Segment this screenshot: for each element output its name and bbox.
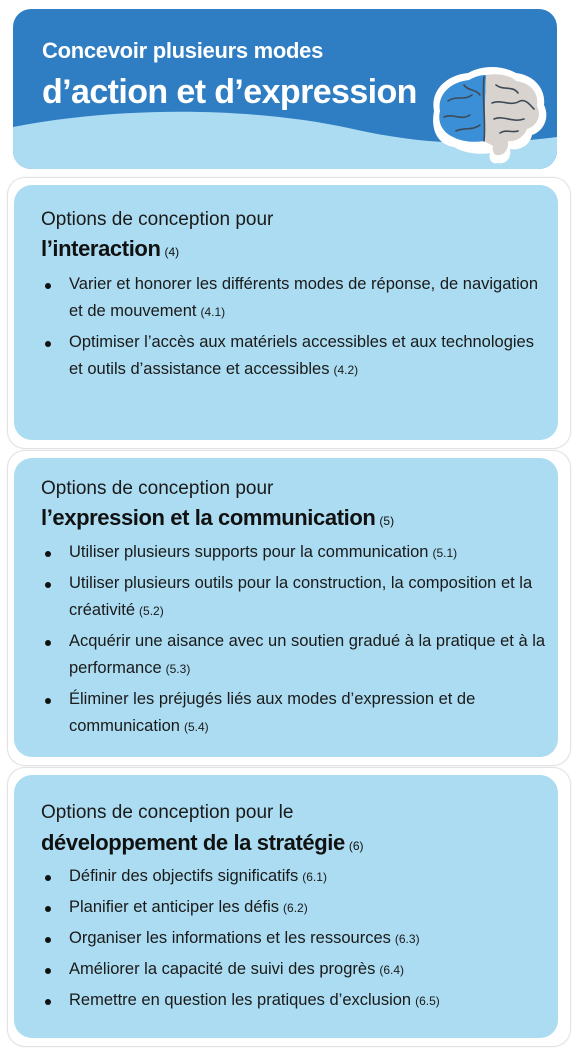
option-list [41, 539, 546, 744]
list-item: Éliminer les préjugés liés aux modes d’expression et de communication (5.4) [41, 686, 546, 741]
list-item: Organiser les informations et les ressources (6.3) [41, 925, 546, 953]
section-panel-expression [7, 450, 571, 766]
section-title: l’interaction (4) [41, 236, 180, 261]
list-item: Planifier et anticiper les défis (6.2) [41, 894, 546, 922]
list-item: Remettre en question les pratiques d’exclusion (6.5) [41, 987, 546, 1015]
section-intro: Options de conception pour [41, 478, 274, 499]
section-panel-interaction [7, 177, 571, 449]
list-item: Utiliser plusieurs outils pour la construction, la composition et la créativité (5.2) [41, 570, 546, 625]
option-list [41, 271, 546, 387]
list-item: Optimiser l’accès aux matériels accessibles et aux technologies et outils d’assistance et accessibles (4.2) [41, 329, 546, 384]
section-intro: Options de conception pour le [41, 802, 294, 823]
header-title-line2: d’action et d’expression [42, 73, 417, 111]
section-intro: Options de conception pour [41, 209, 274, 230]
section-panel-strategy [7, 767, 571, 1047]
section-title: l’expression et la communication (5) [41, 505, 395, 530]
list-item: Utiliser plusieurs supports pour la communication (5.1) [41, 539, 546, 567]
header-banner [13, 9, 557, 169]
list-item: Définir des objectifs significatifs (6.1) [41, 863, 546, 891]
list-item: Acquérir une aisance avec un soutien gradué à la pratique et à la performance (5.3) [41, 628, 546, 683]
brain-icon [420, 61, 552, 167]
list-item: Améliorer la capacité de suivi des progrès (6.4) [41, 956, 546, 984]
section-title: développement de la stratégie (6) [41, 830, 364, 855]
header-title-line1: Concevoir plusieurs modes [42, 38, 324, 63]
option-list [41, 863, 546, 1018]
section-card [14, 458, 558, 757]
section-card [14, 185, 558, 440]
list-item: Varier et honorer les différents modes de réponse, de navigation et de mouvement (4.1) [41, 271, 546, 326]
section-card [14, 775, 558, 1038]
